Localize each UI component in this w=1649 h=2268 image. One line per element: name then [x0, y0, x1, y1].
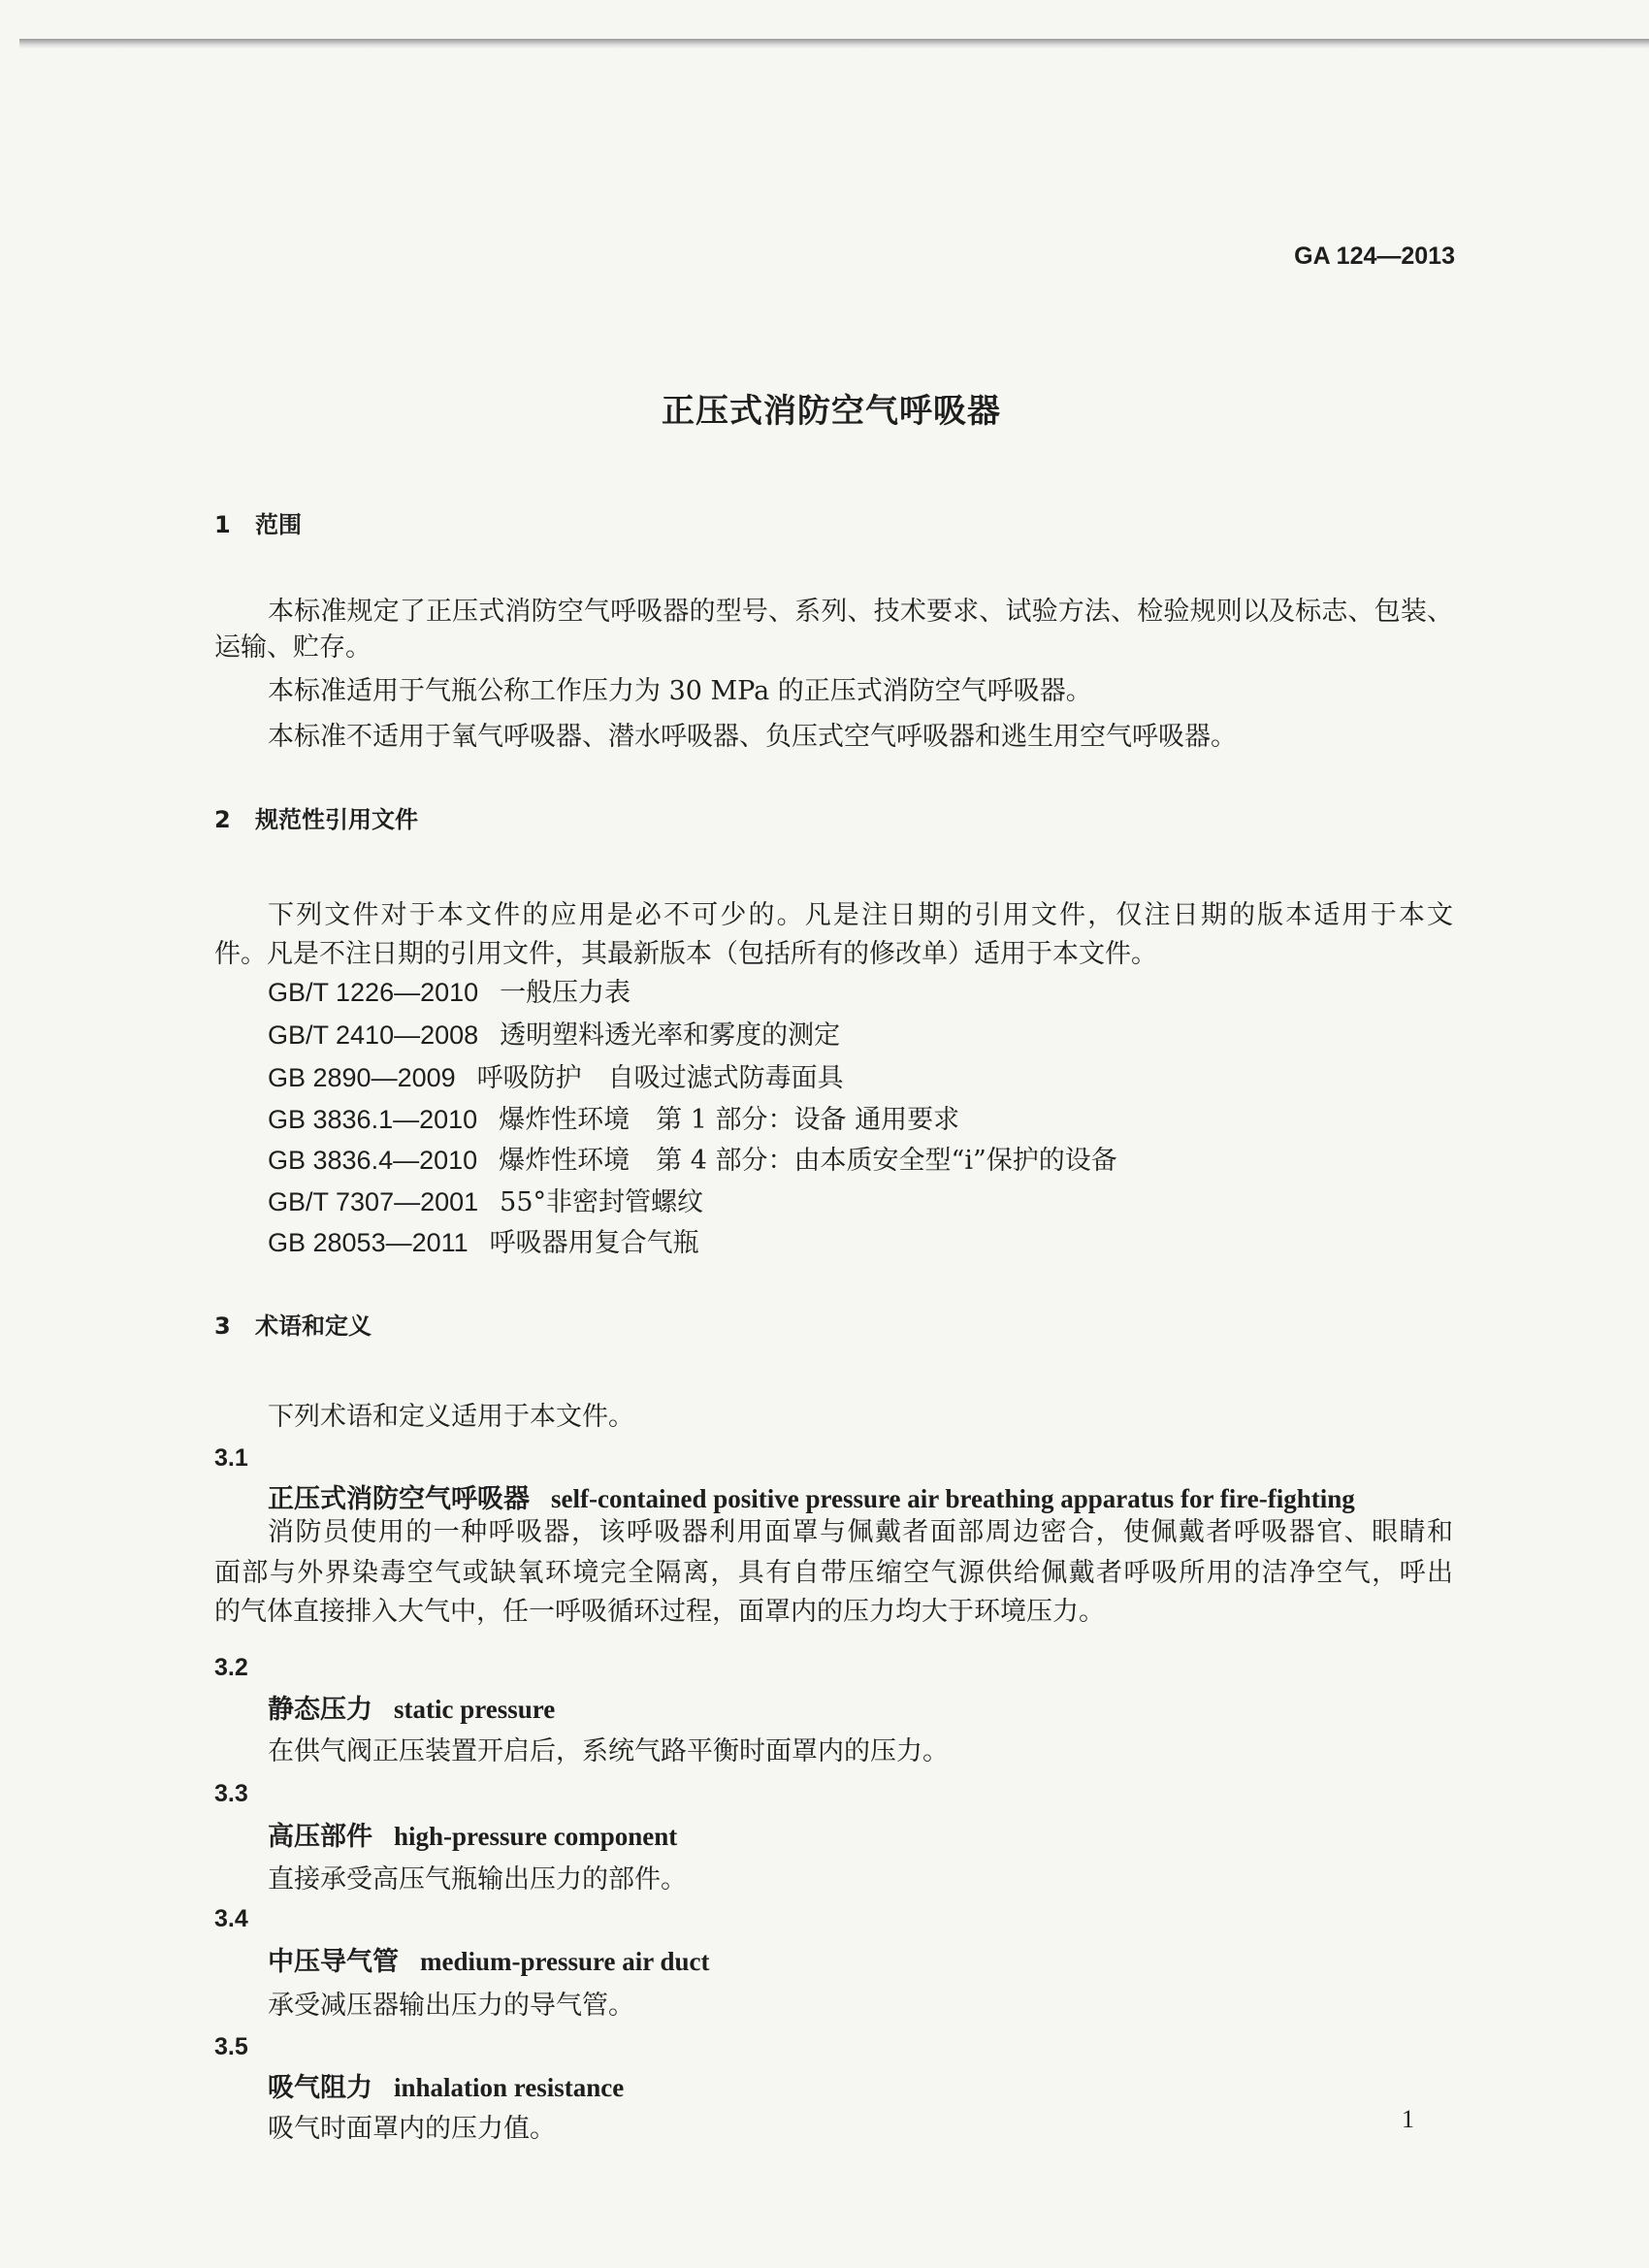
term-zh: 中压导气管 — [268, 1947, 399, 1977]
term-en: medium-pressure air duct — [420, 1947, 710, 1976]
term-zh: 静态压力 — [268, 1695, 372, 1725]
paragraph-line: 下列术语和定义适用于本文件。 — [268, 1402, 634, 1432]
reference-item — [268, 975, 630, 1011]
definition-line: 承受减压器输出压力的导气管。 — [268, 1991, 634, 2021]
reference-item — [268, 1018, 840, 1053]
section-heading-2 — [214, 802, 418, 837]
reference-name: 一般压力表 — [500, 978, 631, 1008]
term-heading — [268, 1819, 677, 1855]
reference-item — [268, 1143, 1117, 1179]
definition-line: 在供气阀正压装置开启后，系统气路平衡时面罩内的压力。 — [268, 1736, 949, 1766]
reference-name: 呼吸器用复合气瓶 — [489, 1228, 699, 1258]
page-edge — [19, 39, 1649, 49]
paragraph-line: 本标准适用于气瓶公称工作压力为 30 MPa 的正压式消防空气呼吸器。 — [268, 676, 1092, 706]
reference-item — [268, 1184, 703, 1220]
reference-code: GB/T 2410—2008 — [268, 1021, 479, 1050]
reference-name: 55°非密封管螺纹 — [500, 1187, 704, 1217]
definition-line: 吸气时面罩内的压力值。 — [268, 2114, 556, 2144]
section-heading-3 — [214, 1309, 372, 1344]
document-title: 正压式消防空气呼吸器 — [662, 392, 1001, 431]
term-zh: 吸气阻力 — [268, 2073, 372, 2103]
reference-name: 透明塑料透光率和雾度的测定 — [500, 1021, 841, 1051]
page-number: 1 — [1402, 2105, 1414, 2133]
section-title: 术语和定义 — [255, 1312, 372, 1340]
section-title: 规范性引用文件 — [255, 806, 418, 833]
term-heading — [268, 2070, 624, 2106]
term-heading — [268, 1481, 1355, 1517]
clause-number: 3.1 — [214, 1444, 248, 1472]
term-en: self-contained positive pressure air breathing apparatus for fire-fighting — [551, 1484, 1355, 1513]
term-zh: 正压式消防空气呼吸器 — [268, 1484, 530, 1514]
standard-number: GA 124—2013 — [1294, 243, 1455, 270]
term-zh: 高压部件 — [268, 1822, 372, 1852]
clause-number: 3.5 — [214, 2033, 248, 2060]
clause-number: 3.2 — [214, 1654, 248, 1681]
reference-name: 呼吸防护 自吸过滤式防毒面具 — [476, 1063, 844, 1093]
section-number: 1 — [214, 511, 231, 538]
reference-name: 爆炸性环境 第 1 部分：设备 通用要求 — [499, 1105, 960, 1135]
term-en: high-pressure component — [394, 1822, 678, 1851]
term-heading — [268, 1944, 710, 1980]
clause-number: 3.4 — [214, 1905, 248, 1932]
section-number: 3 — [214, 1312, 231, 1340]
paragraph-line: 运输、贮存。 — [214, 632, 372, 663]
definition-line: 面部与外界染毒空气或缺氧环境完全隔离，具有自带压缩空气源供给佩戴者呼吸所用的洁净空气，呼出 — [214, 1558, 1453, 1588]
section-heading-1 — [214, 507, 302, 542]
definition-line: 消防员使用的一种呼吸器，该呼吸器利用面罩与佩戴者面部周边密合，使佩戴者呼吸器官、眼睛和 — [268, 1517, 1453, 1547]
reference-item — [268, 1102, 959, 1138]
paragraph-line: 本标准规定了正压式消防空气呼吸器的型号、系列、技术要求、试验方法、检验规则以及标志、包装、 — [268, 597, 1453, 627]
paragraph-line: 下列文件对于本文件的应用是必不可少的。凡是注日期的引用文件，仅注日期的版本适用于本文 — [268, 900, 1453, 930]
section-number: 2 — [214, 806, 231, 833]
paragraph-line: 件。凡是不注日期的引用文件，其最新版本（包括所有的修改单）适用于本文件。 — [214, 939, 1157, 969]
term-en: inhalation resistance — [394, 2073, 625, 2102]
reference-code: GB 2890—2009 — [268, 1063, 456, 1092]
clause-number: 3.3 — [214, 1780, 248, 1807]
term-heading — [268, 1692, 555, 1728]
paragraph-line: 本标准不适用于氧气呼吸器、潜水呼吸器、负压式空气呼吸器和逃生用空气呼吸器。 — [268, 722, 1237, 752]
reference-code: GB 3836.1—2010 — [268, 1105, 478, 1134]
definition-line: 的气体直接排入大气中，任一呼吸循环过程，面罩内的压力均大于环境压力。 — [214, 1597, 1105, 1627]
reference-code: GB/T 1226—2010 — [268, 978, 479, 1007]
reference-name: 爆炸性环境 第 4 部分：由本质安全型“i”保护的设备 — [499, 1146, 1117, 1176]
definition-line: 直接承受高压气瓶输出压力的部件。 — [268, 1864, 687, 1895]
reference-item — [268, 1225, 699, 1261]
reference-code: GB/T 7307—2001 — [268, 1187, 479, 1216]
reference-item — [268, 1060, 844, 1096]
term-en: static pressure — [394, 1695, 556, 1724]
reference-code: GB 3836.4—2010 — [268, 1146, 478, 1175]
section-title: 范围 — [255, 511, 302, 538]
reference-code: GB 28053—2011 — [268, 1228, 469, 1257]
